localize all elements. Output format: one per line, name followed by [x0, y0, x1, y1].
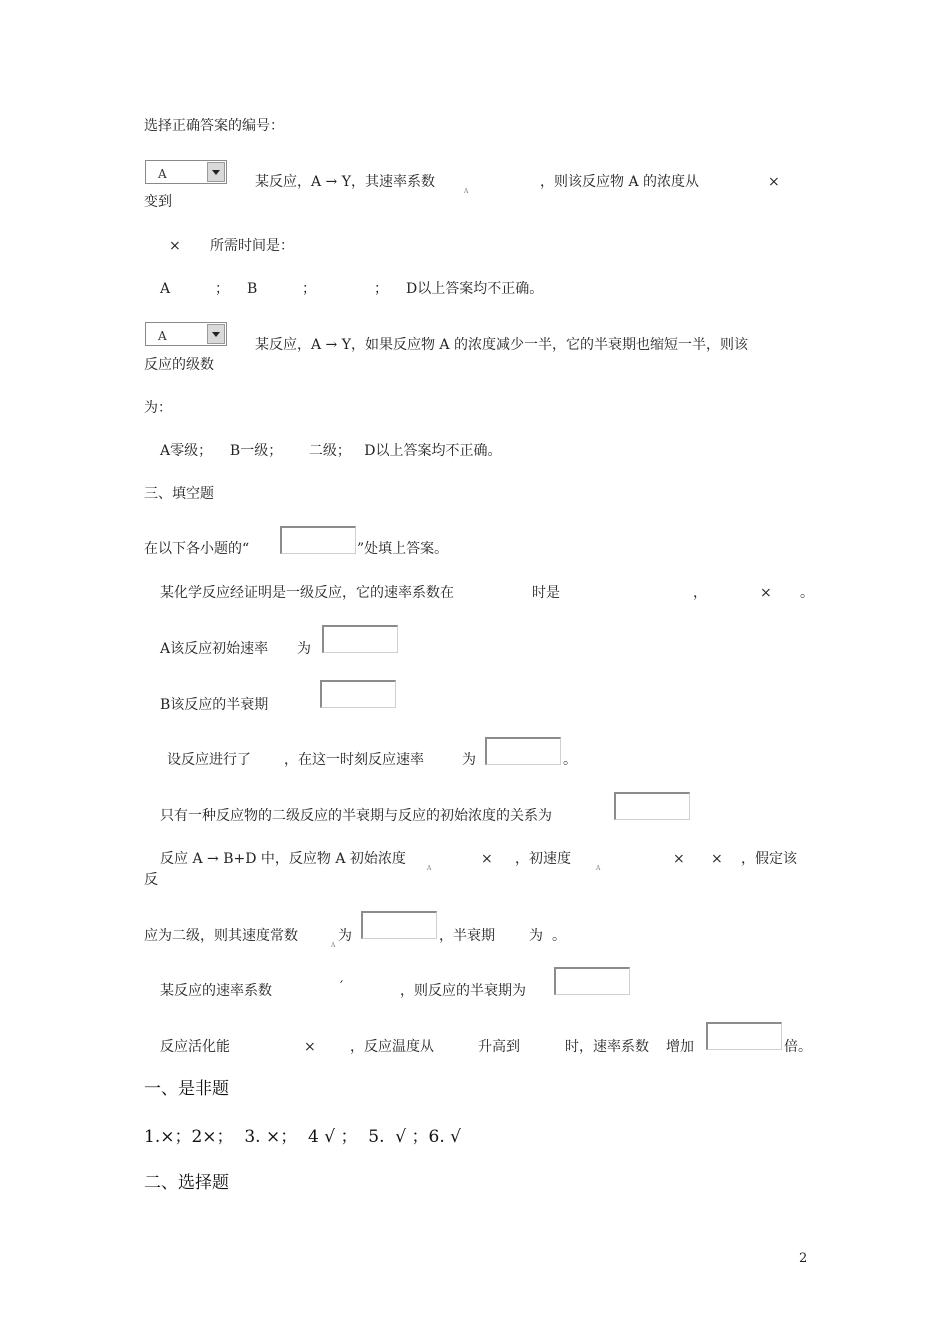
q1-option-d: D以上答案均不正确。 [406, 281, 544, 297]
answers-true-false: 1.×；2×； 3. ×； 4 √ ； 5. √ ；6. √ [144, 1127, 461, 1147]
q2-options: A零级； B一级； 二级； D以上答案均不正确。 [160, 443, 502, 459]
f1-comma: ， [693, 585, 707, 601]
f4-e: 应为二级，则其速度常数 [144, 928, 298, 944]
f4-times-1: × [481, 851, 493, 867]
q1-stem-1b: ，则该反应物 A 的浓度从 [540, 174, 700, 190]
f2-period: 。 [563, 752, 577, 768]
f3-text: 只有一种反应物的二级反应的半衰期与反应的初始浓度的关系为 [160, 808, 552, 824]
section-fill-title: 三、填空题 [144, 486, 214, 502]
answer-field-initial-rate[interactable] [322, 625, 398, 653]
answer-field-half-life-2[interactable] [554, 967, 630, 995]
f4-period: 。 [552, 928, 566, 944]
f6-f: 倍。 [784, 1039, 812, 1055]
q1-sep-1: ； [215, 281, 229, 297]
answer-select-1[interactable] [145, 160, 227, 184]
fill-intro-a: 在以下各小题的“ [144, 541, 250, 557]
q1-sep-3: ； [374, 281, 388, 297]
f4-b: ，初速度 [515, 851, 571, 867]
answers-heading-choice: 二、选择题 [144, 1173, 229, 1193]
chevron-down-icon[interactable] [207, 162, 225, 182]
f1-b-label: B该反应的半衰期 [160, 697, 269, 713]
f1-times: × [760, 585, 772, 601]
answer-field-second-order-relation[interactable] [614, 792, 690, 820]
f6-d: 时，速率系数 [565, 1039, 649, 1055]
f1-a-label: A该反应初始速率 [160, 641, 269, 657]
f2-b: ，在这一时刻反应速率 [284, 752, 424, 768]
fill-intro-b: ”处填上答案。 [357, 541, 449, 557]
q1-times-2: × [169, 238, 181, 254]
q1-subscript: A [464, 188, 469, 195]
f6-e: 增加 [666, 1039, 694, 1055]
f2-a: 设反应进行了 [167, 752, 251, 768]
f4-f: ，半衰期 [439, 928, 495, 944]
f4-d: 反 [144, 872, 158, 888]
f4-sub-1: A [427, 865, 432, 872]
answer-field-rate-constant[interactable] [361, 911, 437, 939]
f5-prime: ′ [340, 979, 344, 995]
f1-at: 时是 [532, 585, 560, 601]
q2-stem-1: 某反应，A → Y，如果反应物 A 的浓度减少一半，它的半衰期也缩短一半，则该 [255, 337, 748, 353]
f4-times-3: × [711, 851, 723, 867]
q2-stem-2: 反应的级数 [144, 357, 214, 373]
chevron-down-icon[interactable] [207, 324, 225, 344]
answer-field-half-life[interactable] [320, 680, 396, 708]
q1-times: × [768, 174, 780, 190]
f4-g: 为 [529, 928, 543, 944]
f2-c: 为 [462, 752, 476, 768]
q1-option-a: A [160, 281, 171, 297]
f1-a-wei: 为 [297, 641, 311, 657]
answer-field-rate-at-time[interactable] [485, 737, 561, 765]
q2-stem-3: 为： [144, 400, 172, 416]
page-number: 2 [799, 1251, 808, 1266]
intro-text: 选择正确答案的编号： [144, 118, 284, 134]
q1-stem-2: 变到 [144, 194, 172, 210]
f4-c: ，假定该 [741, 851, 797, 867]
f4-wei: 为 [338, 928, 352, 944]
sample-blank-box [280, 526, 356, 554]
q1-option-b: B [247, 281, 258, 297]
answer-select-2[interactable] [145, 322, 227, 346]
answers-heading-true-false: 一、是非题 [144, 1079, 229, 1099]
f6-a: 反应活化能 [160, 1039, 230, 1055]
f6-c: 升高到 [478, 1039, 520, 1055]
answer-select-1-value: A [158, 167, 167, 181]
f4-times-2: × [673, 851, 685, 867]
answer-select-2-value: A [158, 329, 167, 343]
q1-stem-3: 所需时间是： [210, 238, 294, 254]
f4-sub-2: A [596, 865, 601, 872]
answer-field-increase-factor[interactable] [706, 1022, 782, 1050]
f5-b: ，则反应的半衰期为 [400, 983, 526, 999]
f6-times: × [304, 1039, 316, 1055]
q1-stem-1: 某反应，A → Y，其速率系数 [255, 174, 435, 190]
f6-b: ，反应温度从 [350, 1039, 434, 1055]
f4-sub-3: A [331, 942, 336, 949]
q1-sep-2: ； [302, 281, 316, 297]
f5-a: 某反应的速率系数 [160, 983, 272, 999]
f1-stem: 某化学反应经证明是一级反应，它的速率系数在 [160, 585, 454, 601]
f4-a: 反应 A → B+D 中，反应物 A 初始浓度 [160, 851, 406, 867]
f1-period: 。 [800, 585, 814, 601]
